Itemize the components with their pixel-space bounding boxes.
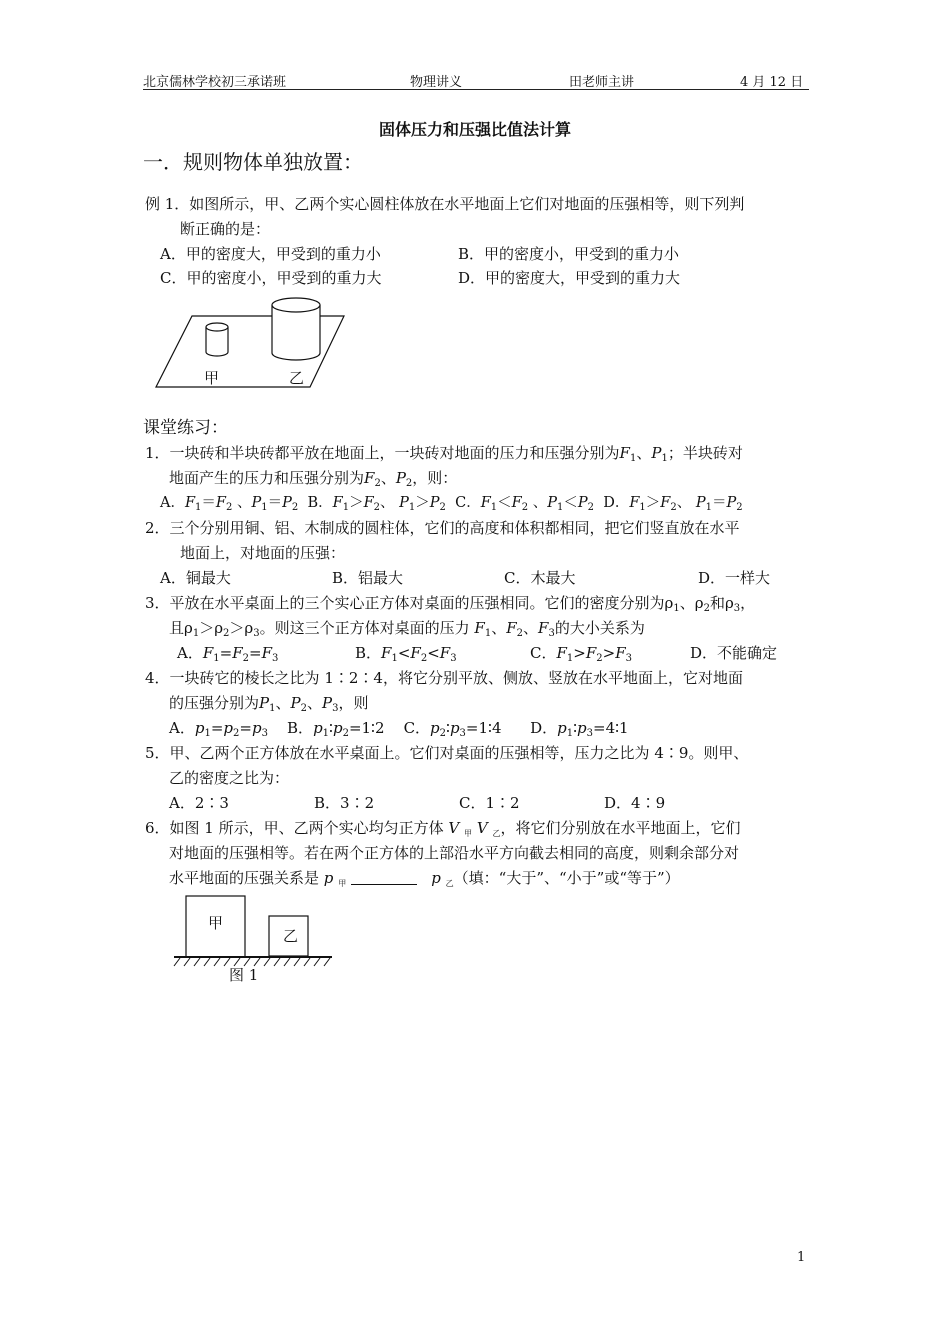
q6-text-a: 6．如图 1 所示，甲、乙两个实心均匀正方体 [145, 819, 444, 837]
var-f: F [619, 444, 630, 462]
sub: 2 [373, 502, 380, 513]
q6-line1: 6．如图 1 所示，甲、乙两个实心均匀正方体 V $_甲$ V $_乙$，将它们分别放在水平地面上，它们 [145, 819, 741, 838]
q1-options: A．$F_1=F_2$ 、$P_1=P_2$ B．$F_1>F_2$、 $P_1>P_2$ C．$F_1<F_2$ 、$P_1<P_2$ D．$F_1>F_2$、 $P_1=P_2$ [160, 495, 743, 513]
q3-line1: 3．平放在水平桌面上的三个实心正方体对桌面的压强相同。它们的密度分别为$\rho_1$、$\rho_2$和$\rho_3$， [145, 594, 756, 614]
example1-line1: 例 1．如图所示，甲、乙两个实心圆柱体放在水平地面上它们对地面的压强相等，则下列判 [145, 195, 745, 213]
q1-text-c: 地面产生的压力和压强分别为 [169, 469, 365, 487]
example1-option-d: D．甲的密度大，甲受到的重力大 [458, 269, 681, 287]
header-teacher: 田老师主讲 [569, 75, 635, 90]
sep: 、 [380, 469, 396, 487]
opt-label: A． [160, 495, 185, 511]
var-f: F [660, 495, 671, 511]
q5-option-d: D．4∶9 [604, 794, 666, 812]
sub: 2 [736, 502, 743, 513]
sub: 2 [587, 502, 594, 513]
sub: 2 [670, 502, 677, 513]
q2-option-a: A．铜最大 [160, 569, 231, 587]
cube-label-yi: 乙 [283, 927, 299, 945]
var-f: F [184, 495, 196, 511]
document-title: 固体压力和压强比值法计算 [378, 120, 571, 139]
sub: 2 [439, 502, 446, 513]
var-p: P [399, 495, 409, 511]
q3-text-a: 3．平放在水平桌面上的三个实心正方体对桌面的压强相同。它们的密度分别为ρ [145, 594, 674, 612]
q2-option-d: D．一样大 [698, 569, 771, 587]
sub: 1 [629, 453, 637, 464]
var-p: P [547, 495, 557, 511]
example1-line2: 断正确的是： [180, 220, 271, 238]
sub: 1 [195, 502, 202, 513]
example1-option-c: C．甲的密度小，甲受到的重力大 [160, 269, 382, 287]
q6-text-c: 水平地面的压强关系是 [169, 869, 320, 887]
example1-option-b: B．甲的密度小，甲受到的重力小 [458, 245, 680, 263]
q5-option-b: B．3∶2 [314, 794, 375, 812]
header-school: 北京儒林学校初三承诺班 [143, 75, 287, 90]
opt-label: C． [455, 495, 481, 511]
sub: 2 [225, 502, 233, 513]
q3-line2: 且$\rho_1>\rho_2>\rho_3$。则这三个正方体对桌面的压力 $F_1$、$F_2$、$F_3$的大小关系为 [169, 619, 645, 639]
section-heading: 一．规则物体单独放置： [143, 150, 363, 174]
q3-option-c: C．$F_1>F_2>F_3$ [530, 644, 633, 664]
sub: 1 [342, 502, 350, 513]
q4-line1: 4．一块砖它的棱长之比为 1∶2∶4，将它分别平放、侧放、竖放在水平地面上，它对地面 [145, 669, 743, 687]
q1-line1 [145, 443, 743, 463]
q6-line3: 水平地面的压强关系是 p $_甲$ p $_乙$（填：“大于”、“小于”或“等于”） [169, 869, 680, 888]
var-f: F [629, 495, 640, 511]
q2-line1: 2．三个分别用铜、铝、木制成的圆柱体，它们的高度和体积都相同，把它们竖直放在水平 [145, 519, 740, 537]
q2-option-b: B．铝最大 [332, 569, 404, 587]
q6-text-b: ，将它们分别放在水平地面上，它们 [500, 819, 741, 837]
q4-line2: 的压强分别为$P_1$、$P_2$、$P_3$，则 [169, 694, 369, 714]
q3-text-b: 且ρ [169, 619, 193, 637]
opt-label: D． [603, 495, 630, 511]
sub-jia: 甲 [464, 829, 473, 838]
var-p: P [395, 469, 406, 487]
figure-label-yi: 乙 [289, 369, 305, 387]
cube-label-jia: 甲 [208, 914, 224, 932]
q1-line2 [169, 468, 457, 488]
q3-text-d: 的大小关系为 [554, 619, 645, 637]
q3-option-b: B．$F_1<F_2<F_3$ [355, 644, 457, 664]
q3-option-d: D．不能确定 [690, 644, 778, 662]
q5-line1: 5．甲、乙两个正方体放在水平桌面上。它们对桌面的压强相等，压力之比为 4∶9。则甲、 [145, 744, 749, 762]
var-p: P [429, 495, 440, 511]
var-p: P [695, 495, 706, 511]
var-p: P [651, 444, 662, 462]
q5-line2: 乙的密度之比为： [169, 769, 290, 787]
var-p: P [726, 495, 737, 511]
var-f: F [511, 495, 522, 511]
q5-option-c: C．1∶2 [459, 794, 520, 812]
var-f: F [480, 495, 491, 511]
var-p: P [577, 495, 588, 511]
opt-label: B． [307, 495, 333, 511]
example1-option-a: A．甲的密度大，甲受到的重力小 [160, 245, 381, 263]
q1-text-a: 1．一块砖和半块砖都平放在地面上，一块砖对地面的压力和压强分别为 [145, 444, 620, 462]
cubes-figure [170, 893, 335, 973]
sub: 2 [521, 502, 529, 513]
sub: 1 [261, 502, 268, 513]
q2-line2: 地面上，对地面的压强： [180, 544, 346, 562]
page-number: 1 [797, 1250, 806, 1265]
q4-text-b: ，则 [338, 694, 369, 712]
var-f: F [215, 495, 226, 511]
var-f: F [364, 469, 375, 487]
q3-text-c: 。则这三个正方体对桌面的压力 [259, 619, 470, 637]
sub: 1 [408, 502, 416, 513]
sub-yi: 乙 [492, 829, 501, 838]
sep: 、 [636, 444, 652, 462]
figure-caption: 图 1 [229, 966, 259, 984]
var-f: F [332, 495, 343, 511]
q1-text-b: ；半块砖对 [667, 444, 743, 462]
q5-option-a: A．2∶3 [169, 794, 229, 812]
sub: 1 [661, 453, 668, 464]
header-subject: 物理讲义 [410, 75, 463, 90]
sub: 2 [291, 502, 299, 513]
figure-label-jia: 甲 [204, 369, 220, 387]
sub-jia: 甲 [338, 879, 347, 888]
sub: 2 [374, 478, 381, 489]
q6-text-d: （填：“大于”、“小于”或“等于”） [453, 869, 680, 887]
q4-options: A．$p_1=p_2=p_3$ B．$p_1∶p_2=1∶2$ C．$p_2∶p_3=1∶4$ D．$p_1∶p_3=4∶1$ [169, 719, 629, 739]
answer-blank[interactable] [351, 870, 417, 885]
var-p: P [282, 495, 292, 511]
header-date: 4 月 12 日 [740, 75, 804, 90]
q1-text-d: ，则： [412, 469, 458, 487]
cylinders-figure [150, 283, 360, 393]
sub-yi: 乙 [445, 879, 454, 888]
sub: 1 [705, 502, 712, 513]
q6-line2: 对地面的压强相等。若在两个正方体的上部沿水平方向截去相同的高度，则剩余部分对 [169, 844, 740, 862]
q3-option-a: A．$F_1=F_2=F_3$ [177, 644, 279, 664]
header-rule [143, 89, 809, 90]
sub: 1 [490, 502, 498, 513]
sub: 2 [405, 478, 413, 489]
var-p: P [251, 495, 262, 511]
sub: 1 [556, 502, 564, 513]
sub: 1 [639, 502, 646, 513]
q4-text-a: 的压强分别为 [169, 694, 260, 712]
q2-option-c: C．木最大 [504, 569, 576, 587]
var-f: F [363, 495, 374, 511]
practice-heading: 课堂练习： [143, 418, 228, 438]
